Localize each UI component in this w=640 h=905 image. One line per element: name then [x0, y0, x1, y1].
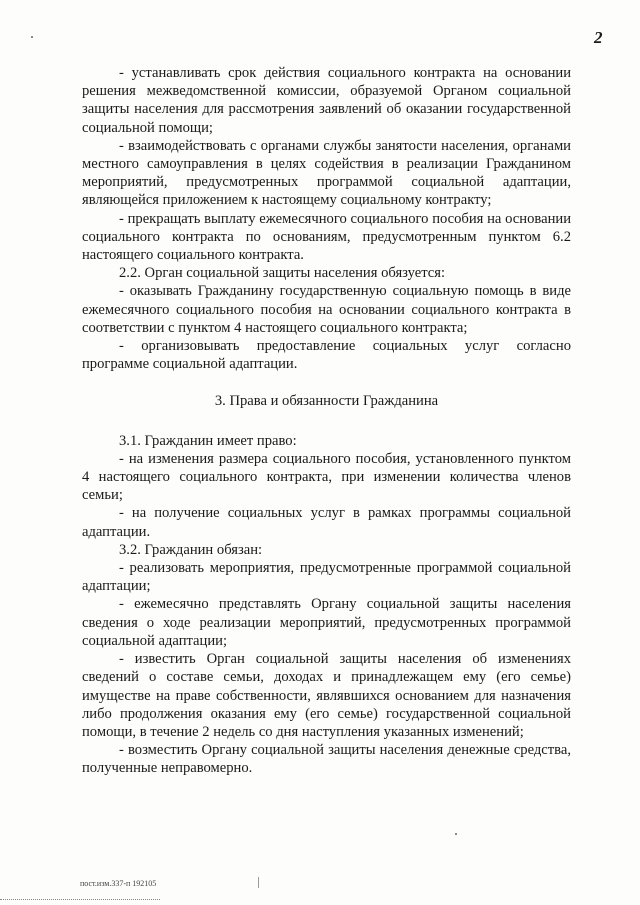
section-title: 3. Права и обязанности Гражданина: [214, 393, 439, 410]
document-body: [82, 64, 571, 778]
paragraph: - взаимодействовать с органами службы занятости населения, органами местного самоуправления в целях содействия в реализации Гражданином мероприятий, предусмотренных программой социальной адаптации, являющейся приложением к настоящему социальному контракту;: [82, 137, 571, 209]
scan-speck: [31, 36, 33, 38]
scan-speck: [455, 833, 457, 835]
scan-edge-noise: [0, 899, 160, 902]
paragraph: 2.2. Орган социальной защиты населения обязуется:: [119, 265, 445, 282]
paragraph: - на изменения размера социального пособия, установленного пунктом 4 настоящего социального контракта, при изменении количества членов семьи;: [82, 450, 571, 504]
paragraph: - возместить Органу социальной защиты населения денежные средства, полученные неправомерно.: [82, 742, 571, 777]
paragraph: - прекращать выплату ежемесячного социального пособия на основании социального контракта по основаниям, предусмотренным пунктом 6.2 настоящего социального контракта.: [82, 210, 571, 264]
paragraph: - устанавливать срок действия социального контракта на основании решения межведомственной комиссии, образуемой Органом социальной защиты населения для рассмотрения заявлений об оказании государственной социальной помощи;: [82, 65, 571, 136]
paragraph: - известить Орган социальной защиты населения об изменениях сведений о составе семьи, доходах и принадлежащем ему (его семье) имуществе на праве собственности, являвшихся основанием для назначения либо продолжения оказания ему (его семье) государственной социальной помощи, в течение 2 недель со дня наступления указанных изменений;: [82, 651, 571, 740]
paragraph: - реализовать мероприятия, предусмотренные программой социальной адаптации;: [82, 560, 571, 595]
footer-code: пост.изм.337-п 192105: [80, 879, 157, 888]
paragraph: - ежемесячно представлять Органу социальной защиты населения сведения о ходе реализации мероприятий, предусмотренных программой социальной адаптации;: [82, 596, 571, 649]
page-number: 2: [594, 28, 603, 47]
paragraph: 3.1. Гражданин имеет право:: [119, 432, 297, 449]
paragraph: - оказывать Гражданину государственную социальную помощь в виде ежемесячного социального пособия на основании социального контракта в соответствии с пунктом 4 настоящего социального контракта;: [82, 283, 571, 336]
paragraph: 3.2. Гражданин обязан:: [119, 541, 263, 558]
paragraph: - на получение социальных услуг в рамках программы социальной адаптации.: [82, 505, 571, 540]
scan-mark: [258, 877, 259, 888]
paragraph: - организовывать предоставление социальных услуг согласно программе социальной адаптации.: [82, 338, 571, 373]
